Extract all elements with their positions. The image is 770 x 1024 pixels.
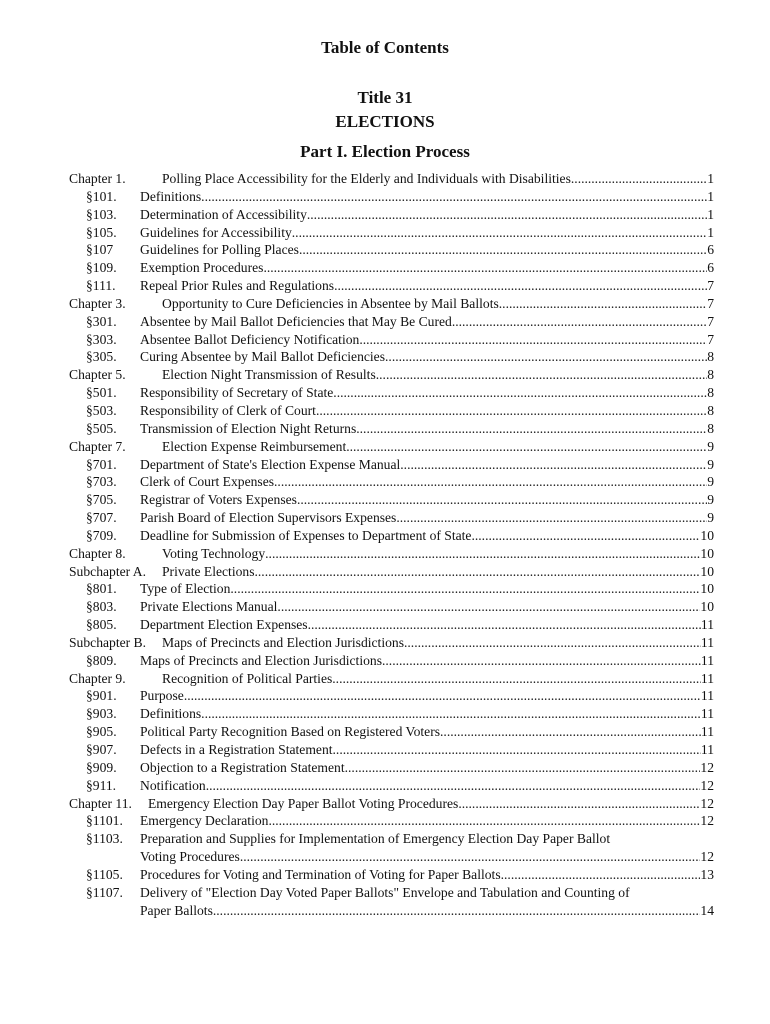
toc-page-number: 11 xyxy=(700,652,714,668)
toc-entry-body xyxy=(140,277,714,295)
toc-entry[interactable] xyxy=(69,670,714,688)
toc-page-number: 1 xyxy=(707,171,714,186)
toc-entry-body xyxy=(162,438,714,456)
toc-entry-title: Determination of Accessibility xyxy=(140,206,307,222)
toc-entry-title: Voting Procedures xyxy=(140,849,240,865)
dot-leader xyxy=(316,402,707,420)
toc-entry[interactable] xyxy=(69,295,714,313)
toc-entry-label: Subchapter B. xyxy=(69,634,147,650)
toc-entry[interactable] xyxy=(69,259,714,277)
dot-leader xyxy=(268,812,700,830)
toc-entry[interactable] xyxy=(69,241,714,259)
toc-entry-label: §703. xyxy=(86,474,117,490)
toc-entry-title: Definitions xyxy=(140,706,202,722)
dot-leader xyxy=(400,456,707,474)
toc-entry-label: §707. xyxy=(86,510,117,526)
toc-page-number: 8 xyxy=(707,420,714,436)
toc-entry-label: §701. xyxy=(86,456,117,472)
dot-leader xyxy=(376,366,707,384)
toc-entry[interactable] xyxy=(69,348,714,366)
toc-entry-title: Transmission of Election Night Returns xyxy=(140,420,357,436)
toc-entry-body xyxy=(140,527,714,545)
toc-page-number: 10 xyxy=(700,581,714,597)
toc-page-number: 11 xyxy=(700,617,714,633)
toc-entry-title: Emergency Declaration xyxy=(140,813,269,829)
toc-page-number: 8 xyxy=(707,367,714,383)
dot-leader xyxy=(297,491,707,509)
toc-entry-body xyxy=(140,241,714,259)
toc-entry-body xyxy=(162,170,714,188)
toc-entry-label: Chapter 8. xyxy=(69,545,126,561)
dot-leader xyxy=(501,866,701,884)
toc-entry-body xyxy=(162,670,714,688)
toc-entry-title: Election Expense Reimbursement xyxy=(162,438,347,454)
toc-entry-label: §803. xyxy=(86,599,117,615)
toc-entry-title: Objection to a Registration Statement xyxy=(140,759,345,775)
toc-entry-title: Guidelines for Accessibility xyxy=(140,224,292,240)
toc-entry-body xyxy=(140,509,714,527)
toc-entry-body xyxy=(162,563,714,581)
toc-page-number: 14 xyxy=(700,902,714,918)
toc-page-number: 13 xyxy=(700,866,714,882)
toc-entry-title: Emergency Election Day Paper Ballot Voting Procedures xyxy=(148,795,459,811)
toc-page-number: 8 xyxy=(707,402,714,418)
toc-entry-label: §111. xyxy=(86,278,116,294)
toc-entry-body xyxy=(162,295,714,313)
toc-entry-body xyxy=(140,723,714,741)
toc-entry[interactable] xyxy=(69,580,714,598)
toc-entry[interactable] xyxy=(69,384,714,402)
toc-entry[interactable] xyxy=(69,438,714,456)
toc-entry-body xyxy=(140,598,714,616)
toc-entry-title: Recognition of Political Parties xyxy=(162,670,333,686)
toc-entry-title: Department of State's Election Expense Manual xyxy=(140,456,401,472)
toc-entry[interactable] xyxy=(69,563,714,581)
toc-page-number: 9 xyxy=(707,492,714,508)
toc-page-number: 7 xyxy=(707,295,714,311)
toc-page-number: 9 xyxy=(707,510,714,526)
toc-entry-label: §907. xyxy=(86,742,117,757)
toc-entry[interactable] xyxy=(69,634,714,652)
toc-entry[interactable] xyxy=(69,723,714,741)
toc-entry[interactable] xyxy=(69,224,714,242)
dot-leader xyxy=(206,777,701,795)
toc-entry-body xyxy=(140,741,714,759)
dot-leader xyxy=(458,795,700,813)
toc-entry-label: §105. xyxy=(86,224,117,240)
toc-page-number: 11 xyxy=(700,634,714,650)
dot-leader xyxy=(440,723,701,741)
toc-entry[interactable] xyxy=(69,652,714,670)
toc-entry-label: §1105. xyxy=(86,866,123,882)
toc-page-number: 12 xyxy=(700,777,714,793)
dot-leader xyxy=(201,188,707,206)
dot-leader xyxy=(404,634,701,652)
toc-entry[interactable] xyxy=(69,884,714,920)
toc-page-number: 10 xyxy=(700,563,714,579)
dot-leader xyxy=(396,509,707,527)
toc-entry-title: Registrar of Voters Expenses xyxy=(140,492,297,508)
toc-entry-title: Maps of Precincts and Election Jurisdictions xyxy=(140,652,382,668)
toc-entry-label: §305. xyxy=(86,349,117,365)
toc-entry-label: §505. xyxy=(86,420,117,436)
dot-leader xyxy=(334,277,707,295)
toc-entry-title: Department Election Expenses xyxy=(140,617,308,633)
toc-page-number: 12 xyxy=(700,813,714,829)
toc-entry-label: Chapter 1. xyxy=(69,171,126,186)
toc-entry[interactable] xyxy=(69,777,714,795)
dot-leader xyxy=(499,295,707,313)
toc-entry-label: §809. xyxy=(86,652,117,668)
toc-entry-body xyxy=(140,384,714,402)
toc-entry-label: §303. xyxy=(86,331,117,347)
toc-page-number: 7 xyxy=(707,331,714,347)
toc-entry-title: Guidelines for Polling Places xyxy=(140,242,299,258)
toc-entry-body xyxy=(140,759,714,777)
toc-entry-title: Type of Election xyxy=(140,581,231,597)
toc-entry[interactable] xyxy=(69,527,714,545)
toc-entry-body xyxy=(140,188,714,206)
toc-entry[interactable] xyxy=(69,545,714,563)
toc-entry-title: Political Party Recognition Based on Registered Voters xyxy=(140,724,441,740)
toc-page-number: 1 xyxy=(707,188,714,204)
toc-entry-label: §801. xyxy=(86,581,117,597)
toc-page-number: 6 xyxy=(707,242,714,258)
toc-entry-title: Voting Technology xyxy=(162,545,266,561)
toc-entry-body xyxy=(140,331,714,349)
toc-entry-title: Absentee by Mail Ballot Deficiencies that May Be Cured xyxy=(140,313,452,329)
toc-entry-body xyxy=(140,884,714,920)
dot-leader xyxy=(308,616,701,634)
toc-entry-title: Exemption Procedures xyxy=(140,260,264,276)
toc-entry-label: Chapter 7. xyxy=(69,438,126,454)
dot-leader xyxy=(201,705,701,723)
title-subject: ELECTIONS xyxy=(335,112,435,131)
toc-page-number: 11 xyxy=(700,742,714,757)
toc-entry-title: Definitions xyxy=(140,188,202,204)
dot-leader xyxy=(274,473,707,491)
toc-page-number: 8 xyxy=(707,385,714,401)
toc-entry-label: §101. xyxy=(86,188,117,204)
toc-entry[interactable] xyxy=(69,741,714,759)
toc-entry-title: Opportunity to Cure Deficiencies in Absentee by Mail Ballots xyxy=(162,295,499,311)
toc-entry-title: Responsibility of Clerk of Court xyxy=(140,402,316,418)
toc-page-number: 12 xyxy=(700,849,714,865)
toc-page-number: 9 xyxy=(707,438,714,454)
toc-entry[interactable] xyxy=(69,812,714,830)
toc-entry-title: Parish Board of Election Supervisors Expenses xyxy=(140,510,397,526)
toc-entry-label: §909. xyxy=(86,759,117,775)
toc-page-number: 9 xyxy=(707,474,714,490)
dot-leader xyxy=(452,313,707,331)
toc-entry-label: §805. xyxy=(86,617,117,633)
toc-entry-label: §901. xyxy=(86,688,117,704)
dot-leader xyxy=(571,170,707,188)
toc-entry-label: Subchapter A. xyxy=(69,563,147,579)
toc-entry-label: §705. xyxy=(86,492,117,508)
toc-entry-title-line1: Preparation and Supplies for Implementation of Emergency Election Day Paper Ballot xyxy=(140,831,611,847)
toc-entry-title: Maps of Precincts and Election Jurisdictions xyxy=(162,634,404,650)
toc-entry-body xyxy=(140,224,714,242)
toc-entry-body xyxy=(140,830,714,866)
toc-entry-label: Chapter 3. xyxy=(69,295,126,311)
dot-leader xyxy=(184,687,701,705)
dot-leader xyxy=(346,438,707,456)
toc-entry[interactable] xyxy=(69,188,714,206)
toc-page-number: 11 xyxy=(700,670,714,686)
dot-leader xyxy=(277,598,700,616)
dot-leader xyxy=(356,420,707,438)
toc-page-number: 9 xyxy=(707,456,714,472)
toc-entry-title: Purpose xyxy=(140,688,184,704)
dot-leader xyxy=(292,224,707,242)
toc-entry-body xyxy=(140,777,714,795)
toc-page-number: 11 xyxy=(700,688,714,704)
toc-page-number: 10 xyxy=(700,545,714,561)
toc-entry-body xyxy=(140,491,714,509)
toc-entry-label: §1101. xyxy=(86,813,123,829)
toc-entry-label: §905. xyxy=(86,724,117,740)
dot-leader xyxy=(265,545,700,563)
part-heading: Part I. Election Process xyxy=(300,142,470,161)
toc-entry-label: Chapter 9. xyxy=(69,670,126,686)
toc-entry-body xyxy=(162,545,714,563)
dot-leader xyxy=(471,527,700,545)
toc-entry-title: Defects in a Registration Statement xyxy=(140,742,333,757)
toc-page-number: 1 xyxy=(707,224,714,240)
toc-entry[interactable] xyxy=(69,331,714,349)
dot-leader xyxy=(307,206,707,224)
toc-entry-label: §103. xyxy=(86,206,117,222)
toc-entry-body xyxy=(140,687,714,705)
table-of-contents xyxy=(69,170,714,919)
toc-entry-label: §501. xyxy=(86,385,117,401)
dot-leader xyxy=(332,670,701,688)
toc-entry-label: Chapter 5. xyxy=(69,367,126,383)
toc-page-number: 7 xyxy=(707,313,714,329)
toc-entry-label: §709. xyxy=(86,527,117,543)
toc-entry[interactable] xyxy=(69,705,714,723)
toc-entry-body xyxy=(140,652,714,670)
toc-entry-body xyxy=(140,420,714,438)
toc-entry[interactable] xyxy=(69,366,714,384)
toc-page-number: 12 xyxy=(700,795,714,811)
toc-entry-body xyxy=(140,812,714,830)
dot-leader xyxy=(240,848,701,866)
toc-entry-title: Election Night Transmission of Results xyxy=(162,367,376,383)
dot-leader xyxy=(382,652,701,670)
toc-entry-body xyxy=(140,473,714,491)
toc-entry-label: §503. xyxy=(86,402,117,418)
toc-page-number: 12 xyxy=(700,759,714,775)
toc-entry[interactable] xyxy=(69,170,714,188)
toc-entry-label: §107 xyxy=(86,242,114,258)
dot-leader xyxy=(333,741,701,759)
toc-entry[interactable] xyxy=(69,866,714,884)
toc-entry-body xyxy=(140,402,714,420)
toc-page-number: 8 xyxy=(707,349,714,365)
toc-entry[interactable] xyxy=(69,687,714,705)
toc-entry[interactable] xyxy=(69,402,714,420)
toc-entry-body xyxy=(148,795,714,813)
dot-leader xyxy=(263,259,707,277)
toc-entry-body xyxy=(140,705,714,723)
toc-page-number: 1 xyxy=(707,206,714,222)
toc-entry-title: Clerk of Court Expenses xyxy=(140,474,275,490)
toc-entry[interactable] xyxy=(69,795,714,813)
title-number: Title 31 xyxy=(357,88,413,107)
toc-page-number: 10 xyxy=(700,527,714,543)
toc-entry-label: §911. xyxy=(86,777,117,793)
toc-entry-body xyxy=(140,580,714,598)
toc-entry-body xyxy=(140,866,714,884)
toc-entry[interactable] xyxy=(69,420,714,438)
toc-entry[interactable] xyxy=(69,830,714,866)
toc-page-number: 6 xyxy=(707,260,714,276)
toc-entry-title: Paper Ballots xyxy=(140,902,213,918)
toc-entry-title: Polling Place Accessibility for the Elderly and Individuals with Disabilities xyxy=(162,171,571,186)
toc-entry-body xyxy=(162,366,714,384)
toc-entry-title: Curing Absentee by Mail Ballot Deficiencies xyxy=(140,349,386,365)
dot-leader xyxy=(345,759,701,777)
toc-entry-label: §903. xyxy=(86,706,117,722)
toc-entry[interactable] xyxy=(69,473,714,491)
dot-leader xyxy=(230,580,700,598)
toc-entry[interactable] xyxy=(69,509,714,527)
toc-entry-title: Private Elections xyxy=(162,563,255,579)
toc-page-number: 11 xyxy=(700,706,714,722)
toc-entry-body xyxy=(140,616,714,634)
dot-leader xyxy=(255,563,701,581)
toc-entry[interactable] xyxy=(69,456,714,474)
dot-leader xyxy=(359,331,707,349)
toc-entry[interactable] xyxy=(69,277,714,295)
toc-entry-title: Deadline for Submission of Expenses to Department of State xyxy=(140,527,472,543)
toc-entry-label: §1103. xyxy=(86,831,123,847)
toc-entry-label: §1107. xyxy=(86,884,123,900)
toc-entry-body xyxy=(162,634,714,652)
dot-leader xyxy=(333,384,707,402)
toc-entry-label: §301. xyxy=(86,313,117,329)
toc-page-number: 11 xyxy=(700,724,714,740)
toc-page-number: 7 xyxy=(707,278,714,294)
toc-entry-label: Chapter 11. xyxy=(69,795,132,811)
toc-entry-title: Procedures for Voting and Termination of Voting for Paper Ballots xyxy=(140,866,501,882)
toc-entry-title: Private Elections Manual xyxy=(140,599,278,615)
toc-entry-title: Absentee Ballot Deficiency Notification xyxy=(140,331,360,347)
dot-leader xyxy=(385,348,707,366)
dot-leader xyxy=(299,241,707,259)
toc-page-number: 10 xyxy=(700,599,714,615)
toc-entry-label: §109. xyxy=(86,260,117,276)
toc-entry-body xyxy=(140,456,714,474)
toc-title: Table of Contents xyxy=(321,38,449,57)
toc-entry-body xyxy=(140,313,714,331)
toc-entry-title: Notification xyxy=(140,777,206,793)
dot-leader xyxy=(213,902,701,920)
toc-entry[interactable] xyxy=(69,206,714,224)
toc-entry[interactable] xyxy=(69,491,714,509)
toc-entry[interactable] xyxy=(69,313,714,331)
toc-entry[interactable] xyxy=(69,616,714,634)
toc-entry-body xyxy=(140,259,714,277)
toc-entry[interactable] xyxy=(69,759,714,777)
toc-entry-title-line1: Delivery of "Election Day Voted Paper Ballots" Envelope and Tabulation and Counting of xyxy=(140,884,630,900)
toc-entry-title: Repeal Prior Rules and Regulations xyxy=(140,278,335,294)
toc-entry-body xyxy=(140,206,714,224)
toc-entry-body xyxy=(140,348,714,366)
toc-entry-title: Responsibility of Secretary of State xyxy=(140,385,334,401)
toc-entry[interactable] xyxy=(69,598,714,616)
